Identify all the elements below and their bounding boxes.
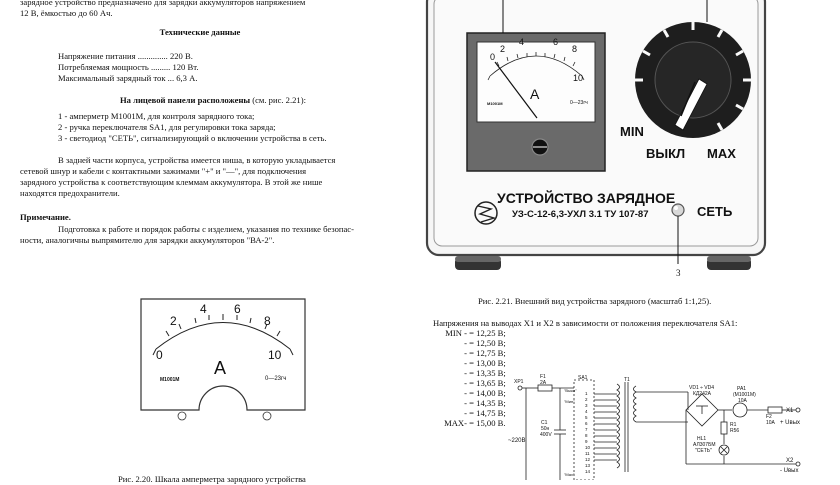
schem-tap-number: 7: [585, 427, 588, 432]
schem-tap-number: 6: [585, 421, 588, 426]
charger-front-panel: [425, 0, 770, 272]
schem-pa1-model: (М1001М): [733, 392, 756, 398]
device-meter-brand: М1001М: [487, 101, 503, 106]
panel-item: 2 - ручка переключателя SA1, для регулировки тока заряда;: [58, 122, 276, 132]
schem-off: "Выкл": [564, 388, 577, 393]
rear-line: сетевой шнур и кабели с контактными зажимами "+" и "—", для подключения: [20, 166, 307, 176]
callout-3: 3: [676, 268, 681, 278]
rear-line: зарядного устройства к соответствующим клеммам аккумулятора. В этой же нише: [20, 177, 323, 187]
schem-pa1-range: 10А: [738, 398, 747, 404]
scale-tick-label: 8: [264, 314, 271, 328]
schem-tap-number: 14: [585, 469, 591, 474]
schem-r1-value: R56: [730, 428, 740, 434]
schem-x2-polarity: - Uвых: [780, 468, 799, 474]
schem-tap-number: 5: [585, 415, 588, 420]
schem-mains: ~220В: [508, 438, 526, 444]
knob-min-label: MIN: [620, 124, 644, 139]
schem-tap-number: 10: [585, 445, 591, 450]
scale-tick-label: 2: [170, 314, 177, 328]
schem-max: "Мах": [564, 472, 575, 477]
circuit-schematic: [512, 372, 812, 480]
device-meter-unit: А: [530, 86, 540, 102]
schem-c1-voltage: 400V: [540, 432, 552, 438]
schem-sa1: SA1: [578, 375, 588, 381]
rear-line: находятся предохранители.: [20, 188, 120, 198]
schem-f2-value: 10А: [766, 420, 775, 426]
schem-tap-number: 11: [585, 451, 590, 456]
voltage-row: MIN - = 12,25 В;: [445, 328, 506, 338]
spec-item: Потребляемая мощность ......... 120 Вт.: [58, 62, 199, 72]
schem-f1: F1: [540, 374, 546, 380]
schem-f1-value: 2А: [540, 380, 547, 386]
schem-r1: R1: [730, 422, 737, 428]
voltage-row: - = 13,65 В;: [464, 378, 506, 388]
led-label: СЕТЬ: [697, 204, 733, 219]
panel-heading: На лицевой панели расположены (см. рис. 2.21):: [120, 95, 306, 105]
voltage-row: MAX- = 15,00 В.: [444, 418, 506, 428]
scale-unit-label: А: [214, 358, 227, 378]
schem-tap-number: 2: [585, 397, 588, 402]
device-caption: Рис. 2.21. Внешний вид устройства зарядного (масштаб 1:1,25).: [478, 296, 712, 306]
voltage-row: - = 13,35 В;: [464, 368, 506, 378]
schem-vd-part: КД242А: [693, 391, 711, 397]
schem-vd: VD1 ÷ VD4: [689, 385, 714, 391]
schem-x2: Х2: [786, 458, 794, 464]
voltage-row: - = 14,00 В;: [464, 388, 506, 398]
device-meter-tick: 8: [572, 44, 578, 54]
spec-item: Максимальный зарядный ток ... 6,3 А.: [58, 73, 198, 83]
device-meter-tick: 2: [500, 44, 506, 54]
schem-x1-polarity: + Uвых: [780, 420, 801, 426]
schem-min: "Мин": [564, 399, 575, 404]
schem-tap-number: 8: [585, 433, 588, 438]
schem-hl1-part: АЛ307БМ: [693, 442, 716, 448]
schem-c1-value: 50н: [541, 426, 550, 432]
device-meter-tick: 6: [553, 37, 559, 47]
specs-heading: Технические данные: [159, 27, 241, 37]
voltage-row: - = 13,00 В;: [464, 358, 506, 368]
schem-pa1: PA1: [737, 386, 747, 392]
schem-tap-number: 4: [585, 409, 588, 414]
device-meter-tick: 10: [573, 73, 584, 83]
device-meter-tick: 4: [519, 37, 525, 47]
note-line: Подготовка к работе и порядок работы с изделием, указания по технике безопас-: [58, 224, 354, 234]
schem-t1: Т1: [624, 377, 630, 383]
note-line: ности, аналогичны выпрямителю для зарядки аккумуляторов "ВА-2".: [20, 235, 275, 245]
schem-hl1-label: "СЕТЬ": [695, 448, 712, 454]
voltage-row: - = 12,75 В;: [464, 348, 506, 358]
scale-range-mark: 0—23гч: [265, 376, 287, 382]
note-heading: Примечание.: [20, 212, 71, 222]
panel-item: 3 - светодиод "СЕТЬ", сигнализирующий о включении устройства в сеть.: [58, 133, 327, 143]
schem-tap-number: 13: [585, 463, 591, 468]
figure-caption: Рис. 2.20. Шкала амперметра зарядного устройства: [118, 474, 306, 484]
schem-x1: Х1: [786, 408, 794, 414]
schem-xp1: ХР1: [514, 379, 524, 385]
voltages-table: [433, 328, 506, 428]
voltage-row: - = 14,35 В;: [464, 398, 506, 408]
scale-tick-label: 4: [200, 302, 207, 316]
scale-tick-label: 10: [268, 348, 282, 362]
voltages-heading: Напряжения на выводах Х1 и Х2 в зависимости от положения переключателя SA1:: [433, 318, 738, 328]
device-title: УСТРОЙСТВО ЗАРЯДНОЕ: [497, 190, 676, 206]
voltage-row: - = 14,75 В;: [464, 408, 506, 418]
intro-line-1: зарядное устройство предназначено для зарядки аккумуляторов напряжением: [20, 0, 306, 7]
spec-item: Напряжение питания .............. 220 В.: [58, 51, 193, 61]
schem-hl1: HL1: [697, 436, 707, 442]
panel-item: 1 - амперметр М1001М, для контроля зарядного тока;: [58, 111, 255, 121]
voltage-row: - = 12,50 В;: [464, 338, 506, 348]
scale-tick-label: 6: [234, 302, 241, 316]
knob-off-label: ВЫКЛ: [646, 146, 686, 161]
schem-tap-number: 9: [585, 439, 588, 444]
knob-max-label: MAX: [707, 146, 736, 161]
schem-f2: F2: [766, 414, 772, 420]
rear-line: В задней части корпуса, устройства имеется ниша, в которую укладывается: [58, 155, 336, 165]
schem-c1: С1: [541, 420, 548, 426]
scale-tick-label: 0: [156, 348, 163, 362]
device-model: УЗ-С-12-6,3-УХЛ 3.1 ТУ 107-87: [512, 209, 649, 220]
schem-tap-number: 12: [585, 457, 591, 462]
intro-line-2: 12 В, ёмкостью до 60 Ач.: [20, 8, 113, 18]
schem-tap-number: 1: [585, 391, 588, 396]
scale-brand-logo: М1001М: [160, 377, 180, 383]
device-meter-tick: 0: [490, 52, 496, 62]
device-meter-range: 0—23гч: [570, 100, 588, 106]
schem-tap-number: 3: [585, 403, 588, 408]
